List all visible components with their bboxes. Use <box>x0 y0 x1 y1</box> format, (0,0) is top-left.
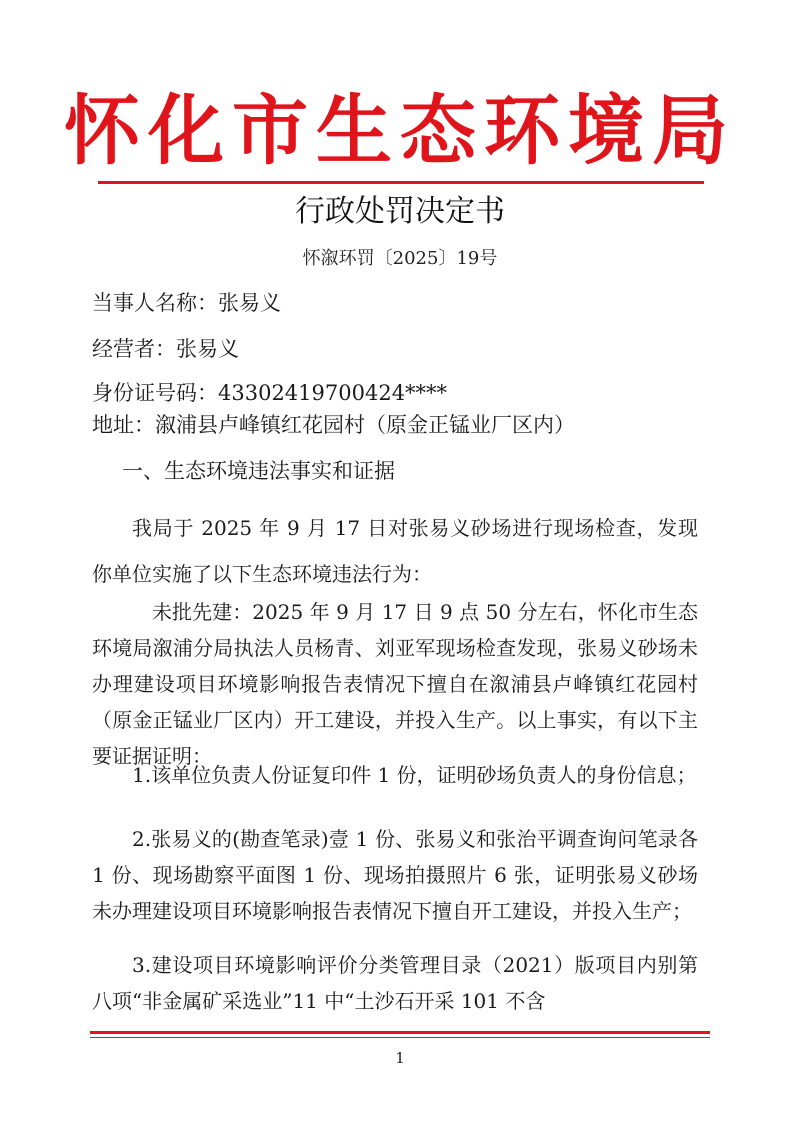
party-name: 当事人名称：张易义 <box>92 291 281 315</box>
header-red-rule <box>98 181 704 184</box>
party-id-number: 身份证号码：43302419700424**** <box>92 381 448 405</box>
footer-red-rule-thin <box>90 1037 710 1038</box>
footer-red-rule <box>90 1031 710 1034</box>
agency-header: 怀化市生态环境局 <box>64 86 736 175</box>
paragraph-evidence-2: 2.张易义的(勘查笔录)壹 1 份、张易义和张治平调查询问笔录各 1 份、现场勘察平面图 1 份、现场拍摄照片 6 张，证明张易义砂场未办理建设项目环境影响报告表情况下擅自开工建设，并投入生产； <box>92 827 698 923</box>
paragraph-evidence-1: 1.该单位负责人份证复印件 1 份，证明砂场负责人的身份信息； <box>132 763 697 787</box>
page-number: 1 <box>395 1049 405 1067</box>
paragraph-violation: 未批先建：2025 年 9 月 17 日 9 点 50 分左右，怀化市生态环境局溆浦分局执法人员杨青、刘亚军现场检查发现，张易义砂场未办理建设项目环境影响报告表情况下擅自在溆浦县卢峰镇红花园村（原金正锰业厂区内）开工建设，并投入生产。以上事实，有以下主要证据证明： <box>92 600 698 768</box>
paragraph-evidence-3: 3.建设项目环境影响评价分类管理目录（2021）版项目内别第八项“非金属矿采选业”11 中“土沙石开采 101 不含 <box>92 953 698 1013</box>
document-number: 怀溆环罚〔2025〕19号 <box>302 248 498 269</box>
paragraph-intro: 我局于 2025 年 9 月 17 日对张易义砂场进行现场检查，发现你单位实施了以下生态环境违法行为： <box>92 516 698 586</box>
party-operator: 经营者：张易义 <box>92 337 239 361</box>
section-heading-facts: 一、生态环境违法事实和证据 <box>122 459 395 483</box>
document-title: 行政处罚决定书 <box>295 194 505 229</box>
party-address: 地址：溆浦县卢峰镇红花园村（原金正锰业厂区内） <box>92 413 575 437</box>
